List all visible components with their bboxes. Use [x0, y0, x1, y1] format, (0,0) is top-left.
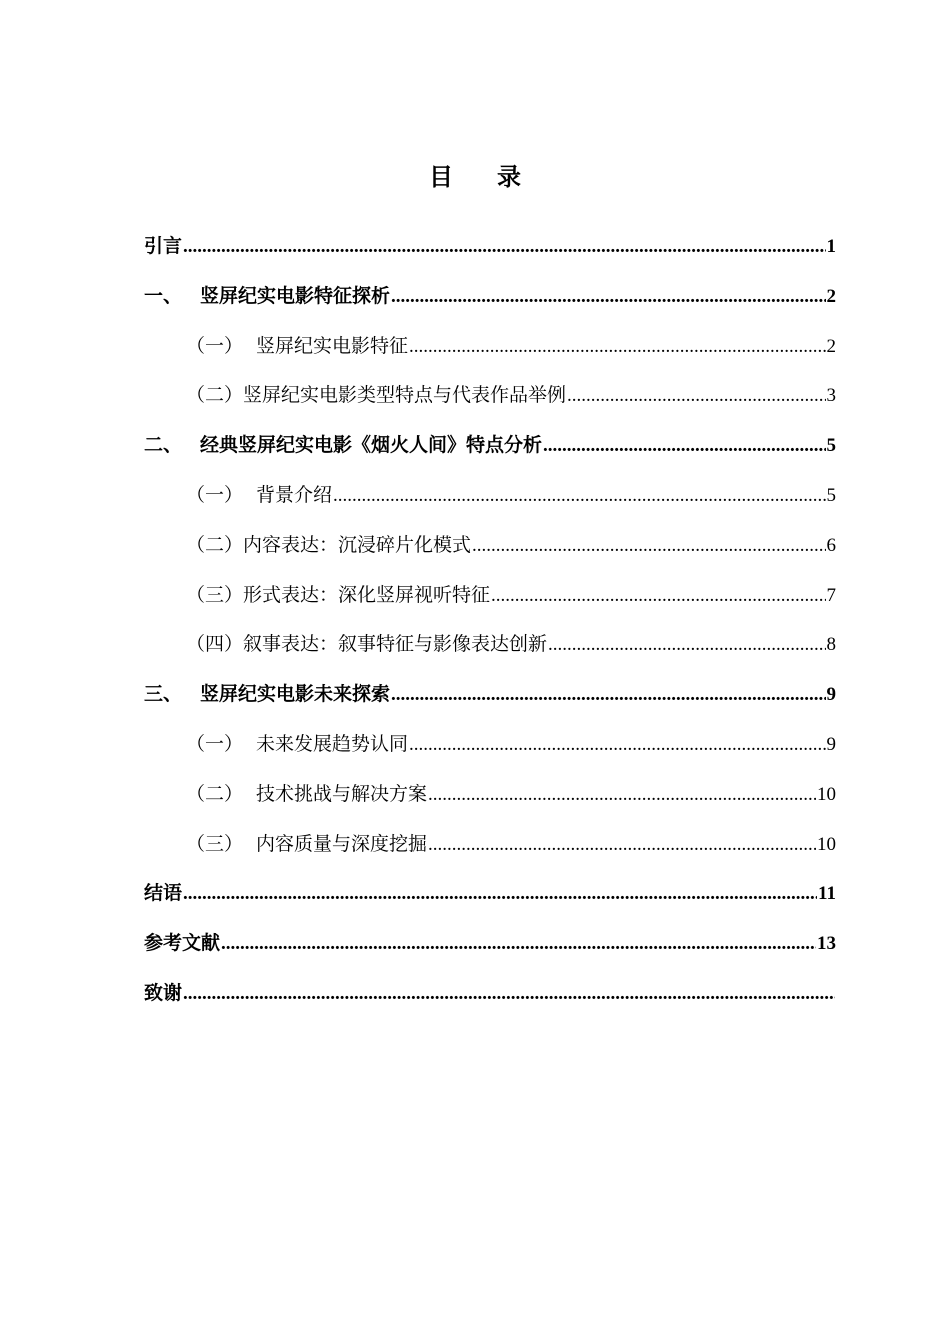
toc-dot-leader: [183, 229, 825, 265]
toc-entry[interactable]: [144, 626, 836, 676]
toc-entry-number: 一、: [144, 284, 183, 307]
toc-entry-page: 9: [826, 684, 836, 706]
toc-dot-leader: [409, 727, 825, 763]
toc-entry-page: 1: [826, 236, 836, 257]
toc-entry-label: 参考文献: [144, 932, 221, 955]
toc-entry-number: （一）: [186, 483, 244, 506]
toc-entry-number: 二、: [144, 434, 183, 457]
toc-dot-leader: [391, 677, 825, 713]
toc-entry-label: 叙事表达：叙事特征与影像表达创新: [243, 633, 548, 656]
toc-dot-leader: [548, 627, 825, 663]
toc-dot-leader: [391, 279, 825, 315]
toc-dot-leader: [567, 378, 825, 414]
toc-title-part2: 录: [497, 163, 521, 191]
toc-entry-page: 7: [826, 584, 836, 606]
toc-dot-leader: [491, 578, 825, 614]
toc-entry-page: 5: [826, 484, 836, 506]
toc-entry[interactable]: [144, 577, 836, 627]
toc-entry-number: （二）: [186, 782, 244, 805]
toc-dot-leader: [183, 976, 835, 1012]
toc-dot-leader: [543, 428, 825, 464]
toc-entry[interactable]: [144, 975, 836, 1025]
toc-entry-label: 经典竖屏纪实电影《烟火人间》特点分析: [200, 434, 543, 457]
toc-entry-number: （三）: [186, 583, 244, 606]
toc-entry-number: 三、: [144, 683, 183, 706]
toc-entry-number: （三）: [186, 832, 244, 855]
toc-entry[interactable]: [144, 776, 836, 826]
table-of-contents: [144, 228, 836, 1025]
toc-entry-page: 9: [826, 733, 836, 755]
toc-entry-label: 引言: [144, 235, 183, 257]
toc-dot-leader: [333, 478, 825, 514]
toc-entry-page: 2: [826, 285, 836, 307]
toc-entry-page: 11: [818, 883, 836, 905]
toc-entry-label: 结语: [144, 882, 183, 905]
toc-entry-label: 竖屏纪实电影特征: [256, 334, 409, 357]
toc-entry-label: 内容质量与深度挖掘: [256, 832, 428, 855]
toc-entry-label: 形式表达：深化竖屏视听特征: [243, 583, 491, 606]
toc-dot-leader: [221, 926, 816, 962]
toc-entry-page: 2: [826, 335, 836, 357]
toc-entry-page: 5: [826, 435, 836, 457]
toc-entry[interactable]: [144, 826, 836, 876]
toc-entry[interactable]: [144, 726, 836, 776]
toc-entry-number: （二）: [186, 384, 244, 407]
toc-entry[interactable]: [144, 875, 836, 925]
toc-entry-page: 8: [826, 634, 836, 656]
toc-entry-number: （二）: [186, 533, 244, 556]
toc-entry[interactable]: [144, 278, 836, 328]
toc-entry-label: 致谢: [144, 981, 183, 1004]
toc-entry-label: 竖屏纪实电影类型特点与代表作品举例: [243, 384, 567, 407]
toc-entry[interactable]: [144, 377, 836, 427]
toc-entry-page: 6: [826, 534, 836, 556]
toc-dot-leader: [472, 528, 825, 564]
toc-dot-leader: [428, 777, 816, 813]
toc-entry-number: （一）: [186, 334, 244, 357]
toc-entry[interactable]: [144, 228, 836, 278]
toc-dot-leader: [183, 876, 817, 912]
toc-entry[interactable]: [144, 427, 836, 477]
toc-title: [0, 160, 950, 194]
toc-entry-label: 内容表达：沉浸碎片化模式: [243, 533, 472, 556]
toc-entry[interactable]: [144, 477, 836, 527]
toc-entry-number: （一）: [186, 732, 244, 755]
toc-entry-label: 技术挑战与解决方案: [256, 782, 428, 805]
toc-entry[interactable]: [144, 328, 836, 378]
toc-dot-leader: [409, 329, 825, 365]
toc-entry[interactable]: [144, 527, 836, 577]
toc-entry-page: 10: [817, 783, 836, 805]
toc-dot-leader: [428, 827, 816, 863]
toc-entry[interactable]: [144, 676, 836, 726]
toc-entry-label: 未来发展趋势认同: [256, 732, 409, 755]
toc-entry-label: 竖屏纪实电影特征探析: [200, 284, 391, 307]
toc-entry-page: 10: [817, 833, 836, 855]
toc-entry-page: 13: [817, 933, 836, 955]
toc-title-part1: 目: [429, 163, 453, 191]
toc-entry-label: 竖屏纪实电影未来探索: [200, 683, 391, 706]
toc-entry-number: （四）: [186, 633, 244, 656]
toc-entry[interactable]: [144, 925, 836, 975]
toc-entry-page: 3: [826, 385, 836, 407]
toc-entry-label: 背景介绍: [256, 483, 333, 506]
